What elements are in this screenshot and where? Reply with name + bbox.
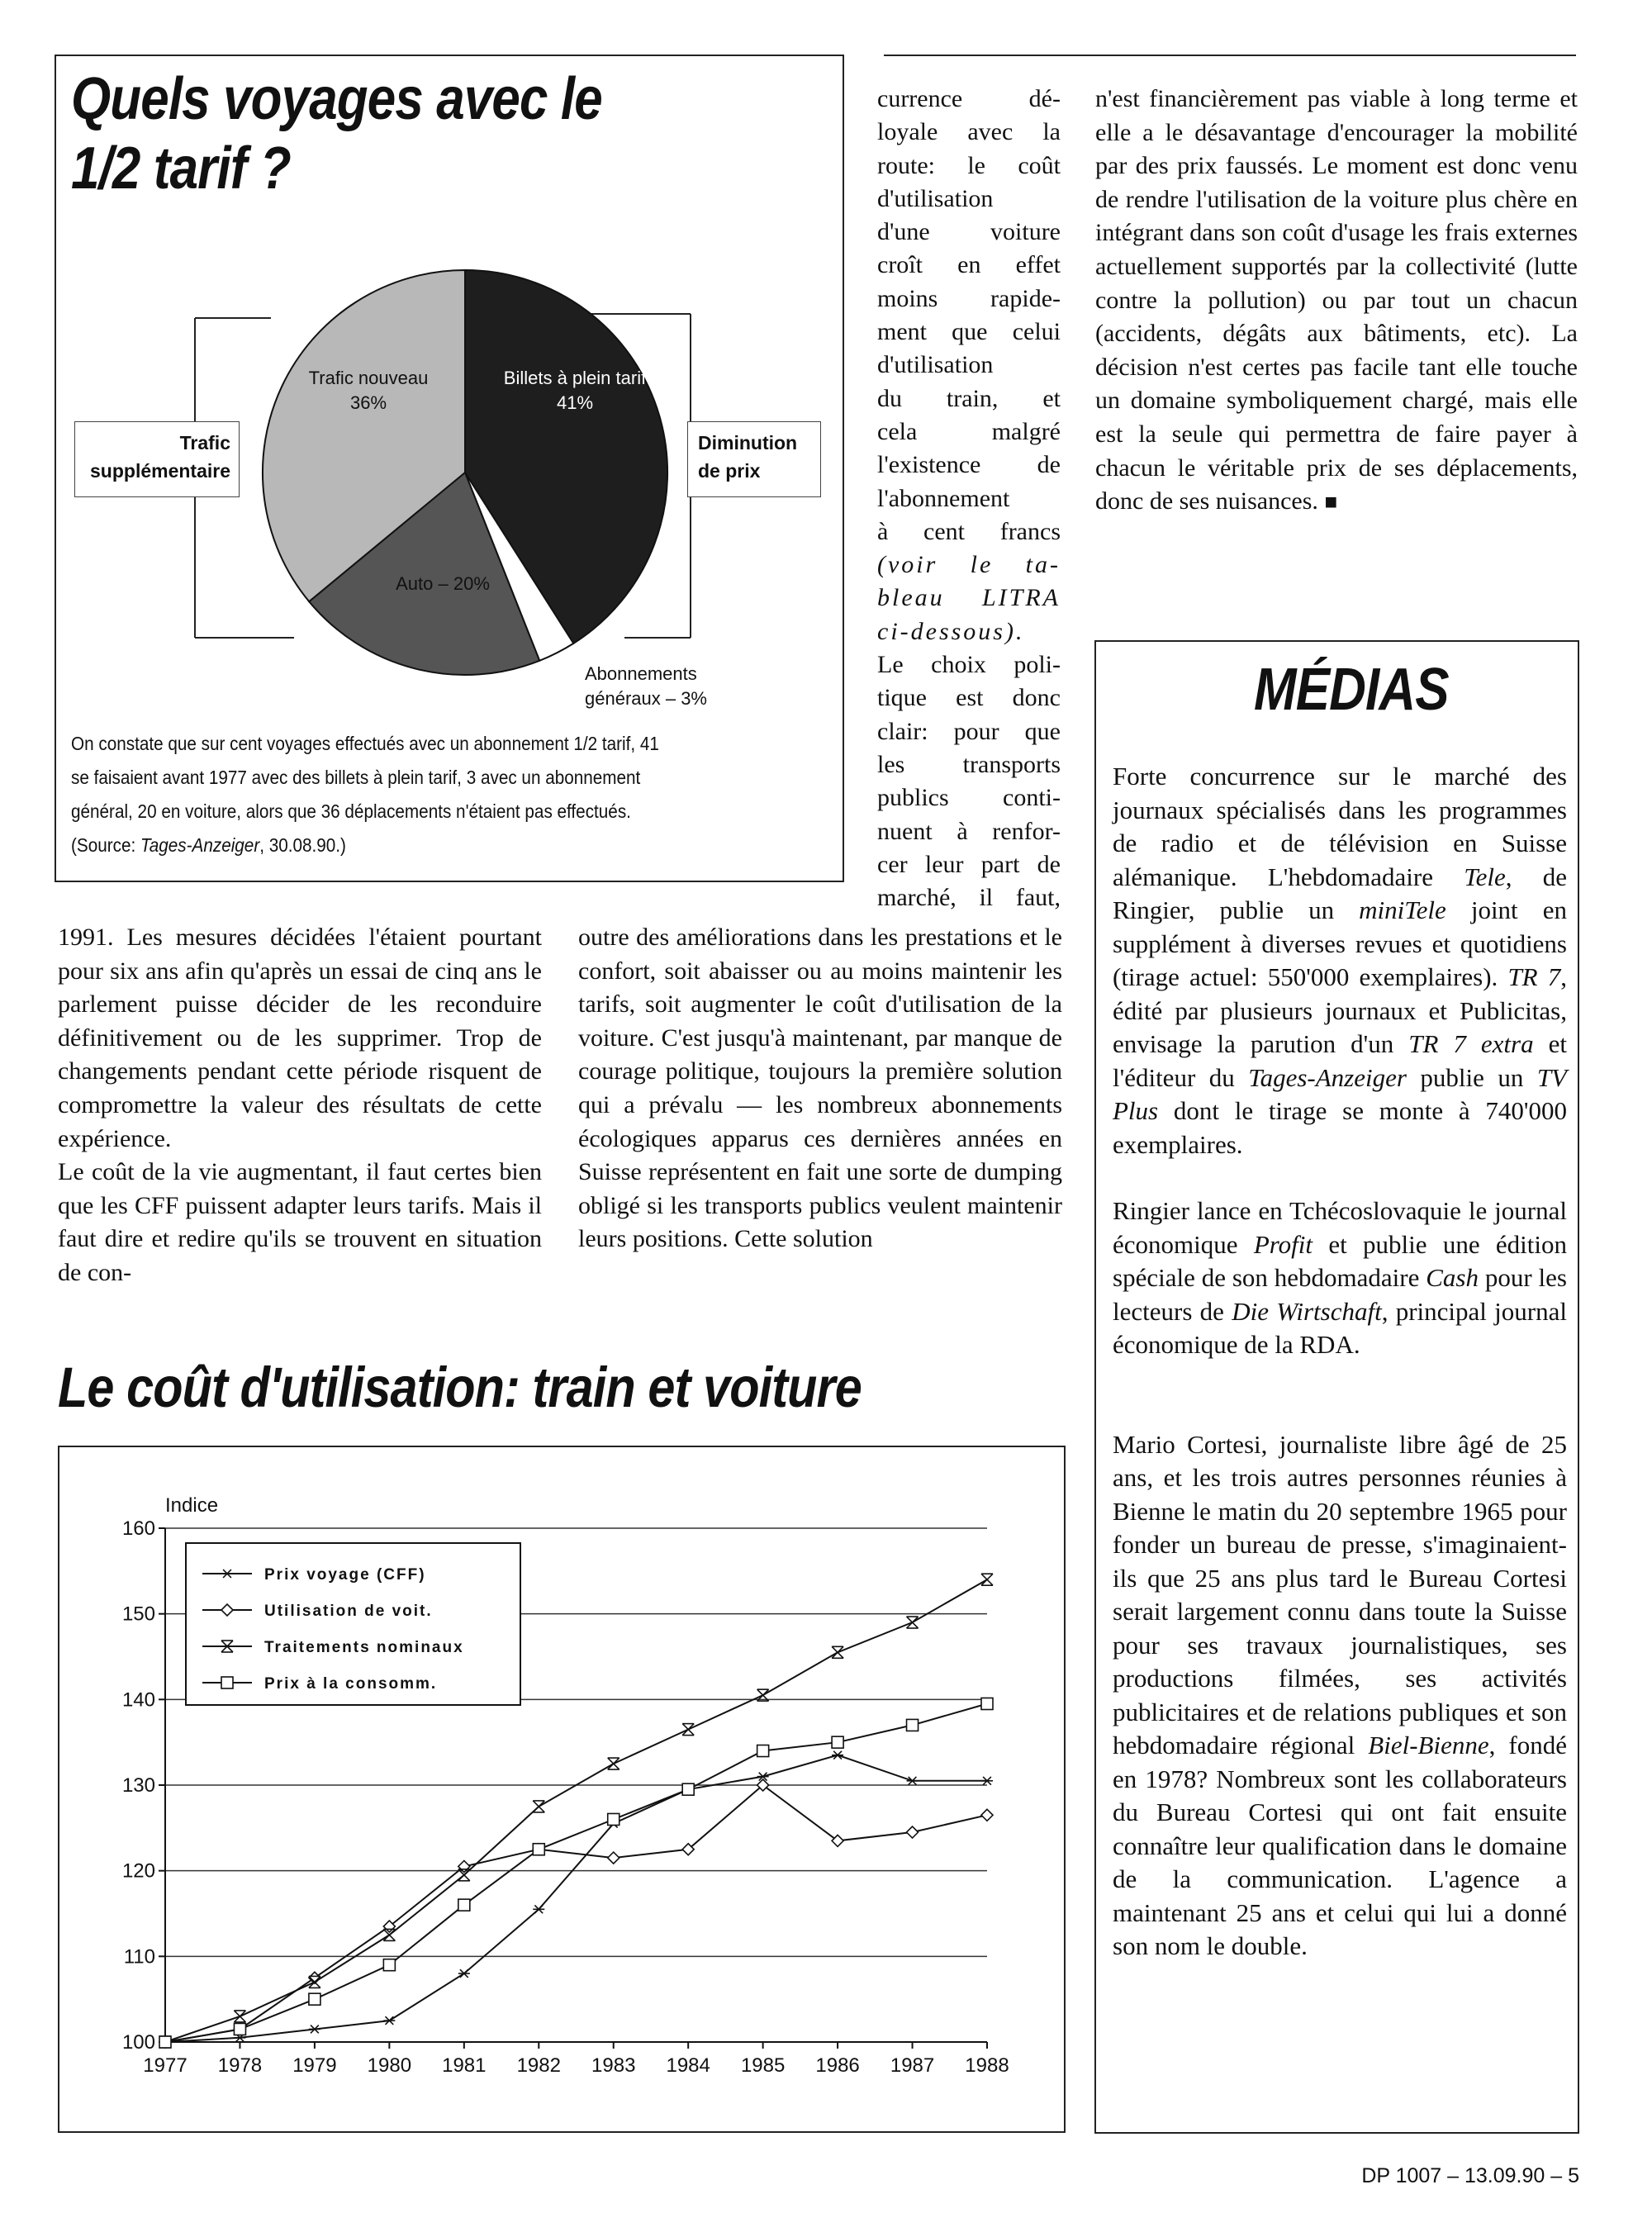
- medias-text: , fondé en 1978? Nombreux sont les collaborateurs du Bureau Cortesi qui ont fait ensuite connaître leur qualification dans le domaine de la communication. L'agence a maintenant 25 ans et celui qui lui a donné son nom le double.: [1113, 1731, 1567, 1960]
- slice-label-auto: Auto – 20%: [396, 573, 490, 594]
- y-tick-label: 110: [123, 1945, 155, 1968]
- slice-label-plein-tarif: Billets à plein tarif: [503, 368, 647, 388]
- column2-line: à cent francs: [877, 517, 1061, 545]
- series-line-prix-voyage-cff-: [165, 1755, 987, 2042]
- column2-line: loyale avec la: [877, 118, 1061, 146]
- column2-line: route: le coût: [877, 151, 1061, 179]
- column2-line: l'abonnement: [877, 484, 1010, 512]
- data-point-marker: [981, 1809, 993, 1821]
- column3-top-rule: [1080, 55, 1576, 56]
- medias-text: dont le tirage se monte à 740'000 exemplaires.: [1113, 1096, 1567, 1159]
- legend-label: Utilisation de voit.: [264, 1603, 433, 1620]
- data-point-marker: [234, 2011, 245, 2022]
- slice-label-traffic-new: Trafic nouveau: [308, 368, 429, 388]
- x-tick-label: 1982: [516, 2054, 561, 2077]
- data-point-marker: [383, 1959, 395, 1971]
- data-point-marker: [682, 1783, 694, 1795]
- body-left-paragraph2: Le coût de la vie augmentant, il faut certes bien que les CFF puissent adapter leurs tarifs. Mais il faut dire et redire qu'ils se trouvent en situation de con-: [58, 1158, 542, 1286]
- medias-text: , principal journal économique de la RDA.: [1113, 1296, 1567, 1359]
- caption-source: [71, 829, 814, 862]
- pie-chart-caption: [71, 727, 814, 862]
- medias-italic-title: miniTele: [1359, 895, 1446, 924]
- medias-paragraph2: [1113, 1194, 1567, 1362]
- column2-line: cer leur part de: [877, 850, 1061, 878]
- column2-line: Le choix poli-: [877, 651, 1061, 679]
- medias-text: , de Ringier, publie un: [1113, 862, 1567, 924]
- pie-slices: [263, 270, 667, 675]
- column2-line: ci-dessous).: [877, 617, 1025, 645]
- body-left-column: [58, 921, 542, 1290]
- y-tick-label: 150: [121, 1603, 155, 1626]
- column2-line: nuent à renfor-: [877, 817, 1061, 845]
- column2-line: moins rapide-: [877, 284, 1061, 312]
- column2-line: l'existence de: [877, 451, 1061, 479]
- slice-label-abonnements-2: généraux – 3%: [585, 688, 707, 709]
- body-middle-paragraph: outre des améliorations dans les prestations et le confort, soit abaisser ou au moins maintenir les tarifs, soit augmenter le coût d'utilisation de la voiture. C'est jusqu'à maintenant, par manque de courage politique, toujours la première solution qui a prévalu — les nombreux abonnements écologiques apparus ces dernières années en Suisse représentent en fait une sorte de dumping obligé si les transports publics veulent maintenir leurs positions. Cette solution: [578, 924, 1062, 1253]
- medias-text: pour les lecteurs de: [1113, 1263, 1567, 1326]
- x-tick-label: 1980: [367, 2054, 412, 2077]
- pie-chart-title-line1: Quels voyages avec le: [71, 66, 602, 132]
- x-tick-label: 1977: [143, 2054, 188, 2077]
- y-tick-label: 140: [121, 1688, 155, 1712]
- legend-label: Prix à la consomm.: [264, 1675, 438, 1693]
- data-point-marker: [907, 1826, 919, 1838]
- caption-line3: général, 20 en voiture, alors que 36 déplacements n'étaient pas effectués.: [71, 800, 631, 822]
- medias-title: MÉDIAS: [1254, 657, 1449, 723]
- medias-text: et l'éditeur du: [1113, 1029, 1567, 1092]
- y-tick-label: 160: [121, 1517, 155, 1540]
- group-label-right-line1: Diminution: [698, 432, 798, 454]
- data-point-marker: [981, 1574, 993, 1585]
- group-label-right-box: [687, 421, 821, 497]
- data-point-marker: [608, 1852, 620, 1864]
- caption-line1: On constate que sur cent voyages effectués avec un abonnement 1/2 tarif, 41: [71, 733, 659, 754]
- column2-top-text: [877, 83, 1061, 914]
- column3-top-text: [1095, 83, 1578, 520]
- data-point-marker: [608, 1758, 620, 1769]
- medias-text: publie un: [1406, 1062, 1537, 1092]
- x-tick-label: 1985: [740, 2054, 786, 2077]
- data-point-marker: [832, 1751, 843, 1759]
- caption-source-prefix: (Source:: [71, 834, 140, 856]
- group-label-left-line2: supplémentaire: [90, 460, 230, 482]
- data-point-marker: [832, 1736, 843, 1748]
- data-point-marker: [234, 2023, 245, 2035]
- x-tick-label: 1979: [292, 2054, 337, 2077]
- medias-paragraph1: [1113, 760, 1567, 1161]
- x-tick-label: 1987: [890, 2054, 935, 2077]
- data-point-marker: [608, 1813, 620, 1825]
- data-point-marker: [907, 1777, 919, 1785]
- medias-body: [1113, 760, 1567, 1964]
- data-point-marker: [757, 1745, 769, 1757]
- medias-italic-title: Die Wirtschaft: [1232, 1296, 1382, 1326]
- pie-chart-title-line2: 1/2 tarif ?: [71, 135, 291, 202]
- line-chart-heading: Le coût d'utilisation: train et voiture: [58, 1356, 862, 1419]
- data-point-marker: [309, 1993, 320, 2005]
- x-tick-label: 1988: [965, 2054, 1009, 2077]
- medias-text: Mario Cortesi, journaliste libre âgé de 25 ans, et les trois autres personnes réunies à Bienne le matin du 20 septembre 1965 pour fonder un bureau de presse, s'imaginaient-ils que 25 ans plus tard le Bureau Cortesi serait largement connu dans toute la Suisse pour ses travaux journalistiques, ses productions filmées, ses activités publicitaires et de relations publiques et son hebdomadaire régional: [1113, 1429, 1567, 1759]
- group-label-left-box: [74, 421, 240, 497]
- legend: [186, 1543, 520, 1705]
- data-point-marker: [458, 1899, 470, 1911]
- column2-line: marché, il faut,: [877, 884, 1061, 912]
- medias-text: Ringier lance en Tchécoslovaquie le journal économique: [1113, 1196, 1567, 1259]
- column2-line: d'utilisation: [877, 351, 994, 379]
- page-footer: DP 1007 – 13.09.90 – 5: [1361, 2164, 1579, 2187]
- column2-line: (voir le ta-: [877, 551, 1061, 579]
- data-point-marker: [981, 1698, 993, 1710]
- medias-paragraph3: [1113, 1428, 1567, 1964]
- medias-italic-title: TV Plus: [1113, 1062, 1567, 1125]
- end-mark: ■: [1324, 490, 1338, 515]
- legend-label: Traitements nominaux: [264, 1639, 464, 1656]
- data-point-marker: [907, 1617, 919, 1628]
- data-point-marker: [533, 1844, 544, 1855]
- column2-line: ment que celui: [877, 318, 1061, 346]
- medias-italic-title: TR 7: [1507, 962, 1561, 991]
- data-point-marker: [981, 1777, 993, 1785]
- column2-top-rule: [884, 55, 1080, 56]
- column2-line: publics conti-: [877, 784, 1061, 812]
- column2-line: d'une voiture: [877, 218, 1061, 246]
- slice-value-traffic-new: 36%: [349, 392, 387, 413]
- series-line-utilisation-de-voit-: [165, 1785, 987, 2042]
- x-tick-label: 1984: [666, 2054, 710, 2077]
- column3-top-body: n'est financièrement pas viable à long terme et elle a le désavantage d'encourager la mobilité par des prix faussés. Le moment est donc venu de rendre l'utilisation de la voiture plus chère en intégrant dans son coût d'usage les frais externes actuellement supportés par la collectivité (lutte contre la pollution) ou par tout un chacun (accidents, dégâts aux bâtiments, etc). La décision n'est certes pas facile tant elle touche un domaine symboliquement chargé, mais elle est la seule qui permettra de faire payer à chacun le véritable prix de ses déplacements, donc de ses nuisances.: [1095, 85, 1578, 515]
- medias-italic-title: Tele: [1464, 862, 1506, 891]
- slice-label-abonnements-1: Abonnements: [585, 663, 697, 684]
- column2-line: les transports: [877, 750, 1061, 778]
- slice-value-plein-tarif: 41%: [556, 392, 594, 413]
- medias-italic-title: Profit: [1253, 1229, 1313, 1259]
- medias-italic-title: Biel-Bienne: [1368, 1731, 1489, 1759]
- data-point-marker: [533, 1801, 544, 1812]
- data-point-marker: [832, 1835, 843, 1846]
- medias-italic-title: Tages-Anzeiger: [1248, 1062, 1407, 1092]
- y-axis-label: Indice: [165, 1494, 219, 1517]
- group-label-right-line2: de prix: [698, 460, 761, 482]
- caption-source-name: Tages-Anzeiger: [140, 834, 260, 856]
- data-point-marker: [907, 1719, 919, 1731]
- y-tick-label: 120: [121, 1859, 155, 1883]
- column2-line: clair: pour que: [877, 717, 1061, 745]
- column2-line: croît en effet: [877, 251, 1061, 279]
- data-point-marker: [832, 1646, 843, 1658]
- body-left-paragraph1: 1991. Les mesures décidées l'étaient pourtant pour six ans afin qu'après un essai de cinq ans le parlement puisse décider de les reconduire définitivement ou de les supprimer. Trop de changements pendant cette période risquent de compromettre la valeur des résultats de cette expérience.: [58, 924, 542, 1152]
- caption-source-suffix: , 30.08.90.): [259, 834, 346, 856]
- medias-text: et publie une édition spéciale de son hebdomadaire: [1113, 1229, 1567, 1292]
- y-tick-label: 100: [121, 2031, 155, 2054]
- column2-line: bleau LITRA: [877, 584, 1061, 612]
- data-point-marker: [682, 1724, 694, 1736]
- medias-text: Forte concurrence sur le marché des journaux spécialisés dans les programmes de radio et de télévision en Suisse alémanique. L'hebdomadaire: [1113, 762, 1567, 891]
- column2-line: cela malgré: [877, 417, 1061, 445]
- x-tick-label: 1978: [217, 2054, 263, 2077]
- column2-line: du train, et: [877, 384, 1061, 412]
- medias-italic-title: Cash: [1426, 1263, 1479, 1292]
- medias-text: joint en supplément à diverses revues et quotidiens (tirage actuel: 550'000 exemplaires).: [1113, 895, 1567, 991]
- x-tick-label: 1981: [442, 2054, 487, 2077]
- legend-label: Prix voyage (CFF): [264, 1566, 426, 1584]
- medias-text: , édité par plusieurs journaux et Publicitas, envisage la parution d'un: [1113, 962, 1567, 1058]
- column2-line: d'utilisation: [877, 184, 994, 212]
- y-tick-label: 130: [121, 1774, 155, 1797]
- data-point-marker: [221, 1677, 233, 1688]
- group-label-left-line1: Trafic: [179, 432, 230, 454]
- data-point-marker: [159, 2036, 171, 2048]
- column2-line: currence dé-: [877, 85, 1061, 112]
- data-point-marker: [309, 2025, 320, 2034]
- column2-line: tique est donc: [877, 684, 1061, 712]
- caption-line2: se faisaient avant 1977 avec des billets à plein tarif, 3 avec un abonnement: [71, 767, 641, 788]
- medias-italic-title: TR 7 extra: [1408, 1029, 1534, 1058]
- line-chart: [58, 1446, 1066, 2133]
- x-tick-label: 1983: [591, 2054, 636, 2077]
- series-line-prix-la-consomm-: [165, 1704, 987, 2043]
- x-tick-label: 1986: [815, 2054, 860, 2077]
